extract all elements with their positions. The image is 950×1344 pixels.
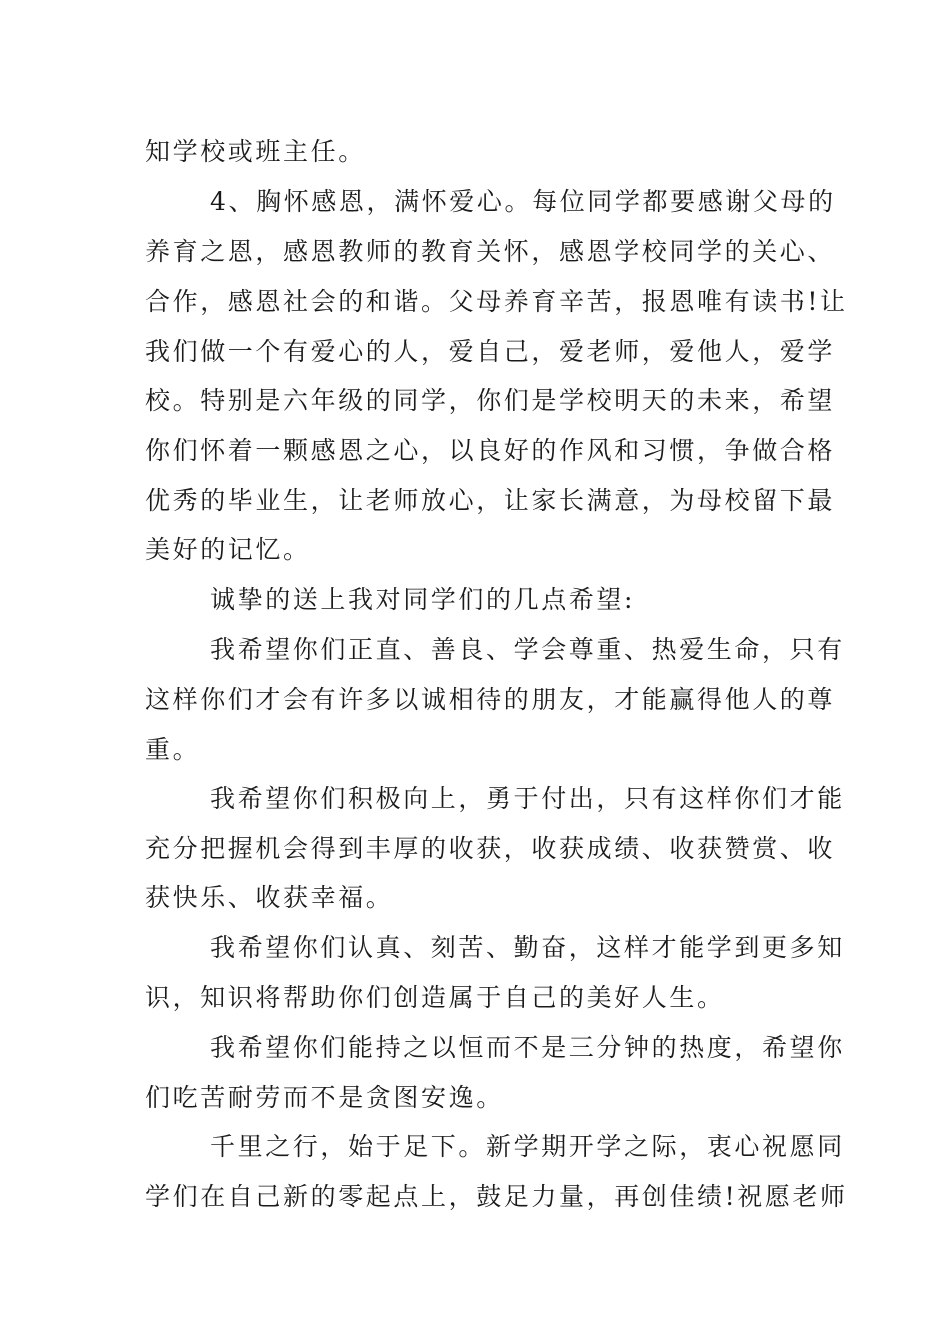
text-line: 们吃苦耐劳而不是贪图安逸。 [145,1083,504,1112]
text-line: 重。 [145,735,201,764]
text-line: 知学校或班主任。 [145,137,366,166]
text-line: 识，知识将帮助你们创造属于自己的美好人生。 [145,983,725,1012]
text-line: 美好的记忆。 [145,535,311,564]
text-line: 获快乐、收获幸福。 [145,883,394,912]
text-line: 我们做一个有爱心的人，爱自己，爱老师，爱他人，爱学 [145,337,836,366]
text-line: 充分把握机会得到丰厚的收获，收获成绩、收获赞赏、收 [145,834,836,863]
paragraph-first-line: 诚挚的送上我对同学们的几点希望: [210,585,636,614]
text-line: 养育之恩，感恩教师的教育关怀，感恩学校同学的关心、 [145,237,836,266]
text-line: 学们在自己新的零起点上，鼓足力量，再创佳绩!祝愿老师 [145,1182,848,1211]
text-line: 这样你们才会有许多以诚相待的朋友，才能赢得他人的尊 [145,685,836,714]
paragraph-first-line: 我希望你们正直、善良、学会尊重、热爱生命，只有 [210,635,845,664]
paragraph-first-line: 我希望你们认真、刻苦、勤奋，这样才能学到更多知 [210,933,845,962]
paragraph-first-line: 我希望你们积极向上，勇于付出，只有这样你们才能 [210,784,845,813]
text-line: 优秀的毕业生，让老师放心，让家长满意，为母校留下最 [145,486,836,515]
paragraph-first-line: 千里之行，始于足下。新学期开学之际，衷心祝愿同 [210,1132,845,1161]
text-line: 合作，感恩社会的和谐。父母养育辛苦，报恩唯有读书!让 [145,287,848,316]
paragraph-first-line: 4、胸怀感恩，满怀爱心。每位同学都要感谢父母的 [210,187,836,216]
paragraph-first-line: 我希望你们能持之以恒而不是三分钟的热度，希望你 [210,1033,845,1062]
text-line: 校。特别是六年级的同学，你们是学校明天的未来，希望 [145,386,836,415]
text-line: 你们怀着一颗感恩之心，以良好的作风和习惯，争做合格 [145,436,836,465]
